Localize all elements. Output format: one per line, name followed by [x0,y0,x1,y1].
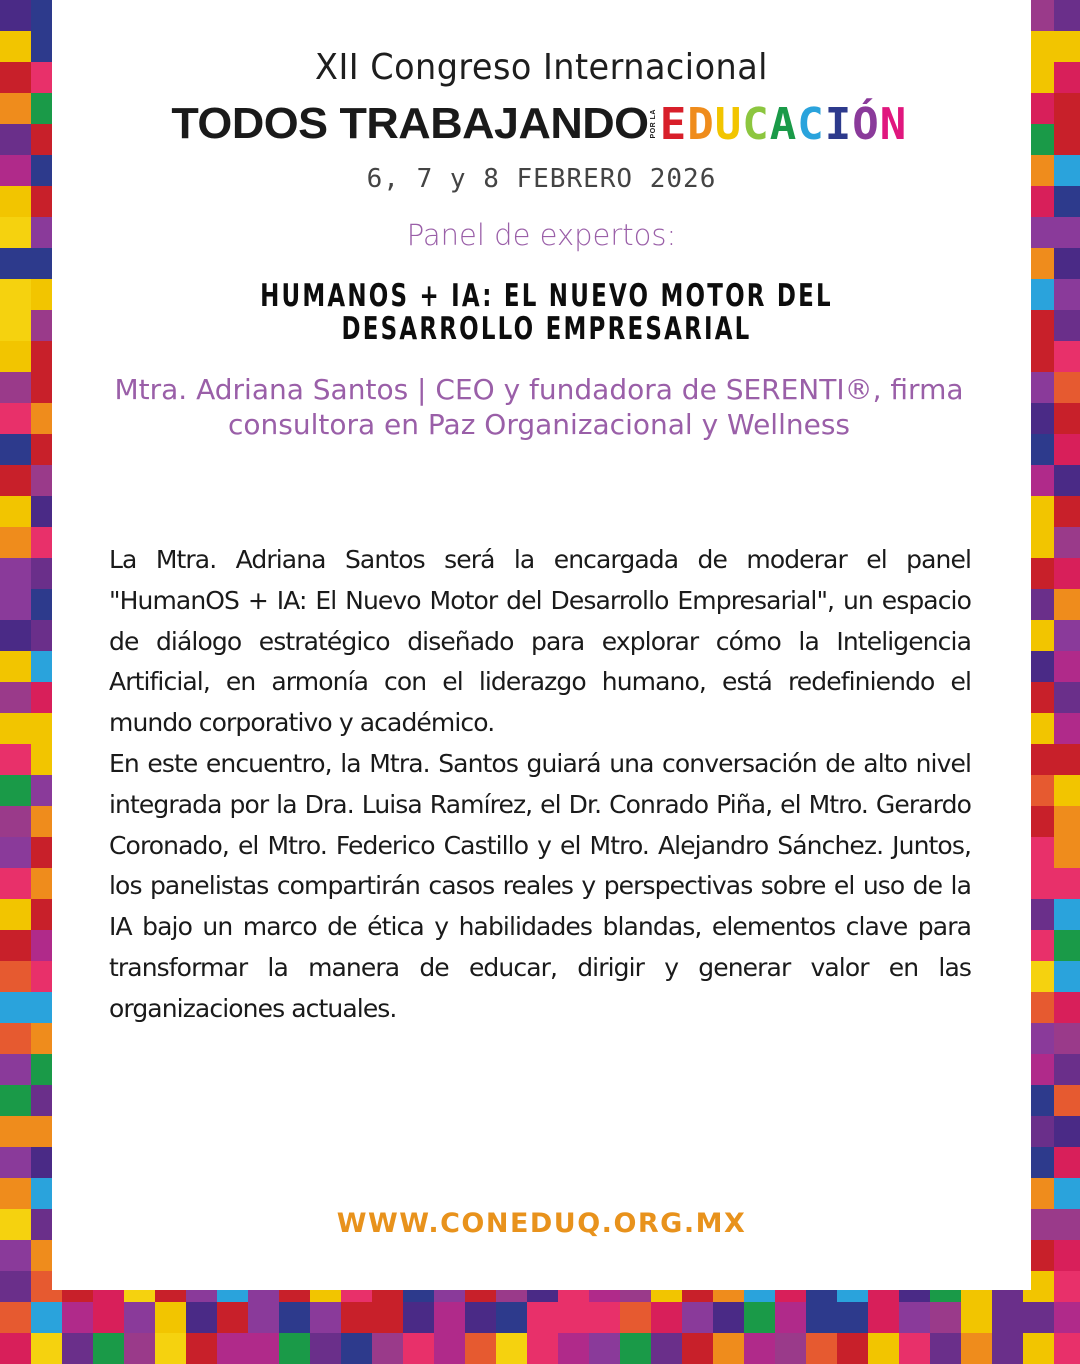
mosaic-tile [0,713,31,744]
mosaic-tile [217,1333,248,1364]
mosaic-tile [403,1302,434,1333]
mosaic-tile [0,93,31,124]
mosaic-tile [1054,558,1080,589]
brand-letter: A [769,98,798,150]
brand-letter: N [879,98,908,150]
event-brand-logo [52,98,1031,150]
mosaic-tile [1054,403,1080,434]
mosaic-tile [465,1302,496,1333]
mosaic-tile [1054,930,1080,961]
mosaic-tile [1054,806,1080,837]
mosaic-tile [651,1302,682,1333]
brand-connector: POR LA [649,109,657,139]
mosaic-tile [1054,1271,1080,1302]
website-link[interactable]: WWW.CONEDUQ.ORG.MX [336,1208,747,1239]
mosaic-tile [0,558,31,589]
mosaic-tile [1054,1116,1080,1147]
mosaic-tile [1054,744,1080,775]
mosaic-tile [1054,496,1080,527]
mosaic-tile [1054,93,1080,124]
mosaic-tile [930,1333,961,1364]
mosaic-tile [0,1271,31,1302]
mosaic-tile [186,1333,217,1364]
mosaic-tile [1054,31,1080,62]
mosaic-tile [341,1333,372,1364]
mosaic-tile [0,930,31,961]
mosaic-tile [1054,589,1080,620]
mosaic-tile [0,992,31,1023]
mosaic-tile [465,1333,496,1364]
mosaic-tile [341,1302,372,1333]
mosaic-tile [31,1333,62,1364]
mosaic-tile [1054,1209,1080,1240]
mosaic-tile [558,1302,589,1333]
mosaic-tile [589,1302,620,1333]
mosaic-tile [1023,1302,1054,1333]
description-paragraph-2: En este encuentro, la Mtra. Santos guiará una conversación de alto nivel integrada por la Dra. Luisa Ramírez, el Dr. Conrado Piña, el Mtro. Gerardo Coronado, el Mtro. Federico Castillo y el Mtro. Alejandro Sánchez. Juntos, los panelistas compartirán casos reales y perspectivas sobre el uso de la IA bajo un marco de ética y habilidades blandas, elementos clave para transformar la manera de educar, dirigir y generar valor en las organizaciones actuales. [109,748,971,1023]
mosaic-tile [1054,1054,1080,1085]
mosaic-tile [1054,0,1080,31]
mosaic-tile [0,1116,31,1147]
mosaic-tile [899,1302,930,1333]
mosaic-tile [713,1333,744,1364]
mosaic-tile [0,806,31,837]
brand-main-text: TODOS TRABAJANDO [171,99,649,148]
mosaic-tile [0,1240,31,1271]
mosaic-tile [837,1302,868,1333]
mosaic-tile [1054,1178,1080,1209]
panel-label: Panel de expertos: [406,218,677,252]
brand-letter: Ó [852,98,880,150]
panel-description [109,540,971,1030]
mosaic-tile [992,1302,1023,1333]
mosaic-tile [0,1302,31,1333]
mosaic-tile [0,248,31,279]
mosaic-tile [496,1302,527,1333]
mosaic-tile [1054,682,1080,713]
mosaic-tile [0,837,31,868]
mosaic-tile [186,1302,217,1333]
mosaic-tile [0,372,31,403]
mosaic-tile [0,1333,31,1364]
mosaic-tile [1054,775,1080,806]
description-paragraph-1: La Mtra. Adriana Santos será la encargada de moderar el panel "HumanOS + IA: El Nuevo Motor del Desarrollo Empresarial", un espacio de diálogo estratégico diseñado para explorar cómo la Inteligencia Artificial, en armonía con el liderazgo humano, está redefiniendo el mundo corporativo y académico. [109,545,971,738]
mosaic-tile [124,1333,155,1364]
brand-letter: U [714,98,743,150]
mosaic-tile [372,1302,403,1333]
mosaic-tile [0,589,31,620]
mosaic-tile [434,1333,465,1364]
mosaic-tile [1054,899,1080,930]
mosaic-tile [0,279,31,310]
mosaic-tile [0,961,31,992]
mosaic-tile [1054,372,1080,403]
speaker-info: Mtra. Adriana Santos | CEO y fundadora de SERENTI®, firma consultora en Paz Organizacional y Wellness [114,373,964,441]
mosaic-tile [0,1178,31,1209]
brand-letter: I [824,98,853,150]
mosaic-tile [0,155,31,186]
mosaic-tile [93,1302,124,1333]
mosaic-tile [403,1333,434,1364]
mosaic-tile [1054,186,1080,217]
mosaic-tile [0,682,31,713]
mosaic-tile [62,1302,93,1333]
mosaic-tile [217,1302,248,1333]
mosaic-tile [0,0,31,31]
mosaic-tile [0,434,31,465]
mosaic-tile [248,1302,279,1333]
event-header [52,44,1031,194]
mosaic-tile [1054,1023,1080,1054]
mosaic-tile [868,1333,899,1364]
mosaic-tile [0,124,31,155]
mosaic-tile [775,1333,806,1364]
mosaic-tile [0,217,31,248]
mosaic-tile [651,1333,682,1364]
mosaic-tile [992,1333,1023,1364]
mosaic-tile [806,1302,837,1333]
mosaic-tile [1054,1333,1080,1364]
mosaic-tile [527,1333,558,1364]
mosaic-tile [1054,713,1080,744]
mosaic-tile [620,1333,651,1364]
mosaic-tile [1054,992,1080,1023]
mosaic-tile [1023,1333,1054,1364]
mosaic-tile [0,1147,31,1178]
mosaic-tile [279,1302,310,1333]
mosaic-tile [310,1333,341,1364]
mosaic-tile [434,1302,465,1333]
mosaic-tile [0,868,31,899]
mosaic-tile [155,1302,186,1333]
mosaic-tile [527,1302,558,1333]
mosaic-tile [62,1333,93,1364]
mosaic-tile [0,1085,31,1116]
mosaic-tile [1054,279,1080,310]
mosaic-tile [0,651,31,682]
mosaic-tile [1054,1147,1080,1178]
brand-letter: E [659,98,688,150]
mosaic-tile [744,1333,775,1364]
mosaic-tile [0,1023,31,1054]
panel-title: HUMANOS + IA: EL NUEVO MOTOR DEL DESARROLLO EMPRESARIAL [260,278,833,347]
mosaic-tile [1054,124,1080,155]
mosaic-tile [0,465,31,496]
brand-letter: C [797,98,825,150]
mosaic-tile [93,1333,124,1364]
mosaic-tile [1054,651,1080,682]
mosaic-tile [1054,1085,1080,1116]
mosaic-tile [0,744,31,775]
content-panel [52,0,1031,1290]
mosaic-tile [0,899,31,930]
mosaic-tile [248,1333,279,1364]
mosaic-tile [961,1333,992,1364]
mosaic-tile [372,1333,403,1364]
mosaic-tile [1054,1302,1080,1333]
mosaic-tile [930,1302,961,1333]
mosaic-tile [0,496,31,527]
mosaic-tile [0,403,31,434]
mosaic-tile [0,775,31,806]
mosaic-tile [124,1302,155,1333]
mosaic-tile [1054,868,1080,899]
mosaic-tile [496,1333,527,1364]
mosaic-tile [1054,62,1080,93]
mosaic-tile [1054,341,1080,372]
mosaic-tile [961,1302,992,1333]
brand-letter: C [742,98,770,150]
mosaic-tile [310,1302,341,1333]
mosaic-tile [1054,620,1080,651]
event-dates: 6, 7 y 8 FEBRERO 2026 [366,164,717,194]
mosaic-tile [279,1333,310,1364]
mosaic-tile [1054,961,1080,992]
mosaic-tile [0,310,31,341]
mosaic-tile [1054,217,1080,248]
mosaic-tile [899,1333,930,1364]
mosaic-tile [1054,837,1080,868]
mosaic-tile [0,31,31,62]
mosaic-tile [713,1302,744,1333]
mosaic-tile [1054,248,1080,279]
mosaic-tile [0,62,31,93]
mosaic-tile [0,620,31,651]
brand-letter: D [687,98,715,150]
mosaic-tile [0,527,31,558]
mosaic-tile [0,1054,31,1085]
mosaic-tile [0,341,31,372]
mosaic-tile [1054,155,1080,186]
mosaic-tile [620,1302,651,1333]
mosaic-tile [0,186,31,217]
mosaic-tile [1054,1240,1080,1271]
mosaic-tile [682,1333,713,1364]
congress-title: XII Congreso Internacional [315,47,768,88]
mosaic-tile [806,1333,837,1364]
mosaic-tile [868,1302,899,1333]
mosaic-tile [837,1333,868,1364]
mosaic-tile [1054,434,1080,465]
mosaic-tile [775,1302,806,1333]
mosaic-tile [558,1333,589,1364]
mosaic-tile [744,1302,775,1333]
mosaic-tile [682,1302,713,1333]
mosaic-tile [0,1209,31,1240]
mosaic-tile [589,1333,620,1364]
mosaic-tile [1054,310,1080,341]
mosaic-tile [31,1302,62,1333]
mosaic-tile [1054,465,1080,496]
mosaic-tile [1054,527,1080,558]
mosaic-tile [155,1333,186,1364]
brand-educacion-word [660,99,908,150]
